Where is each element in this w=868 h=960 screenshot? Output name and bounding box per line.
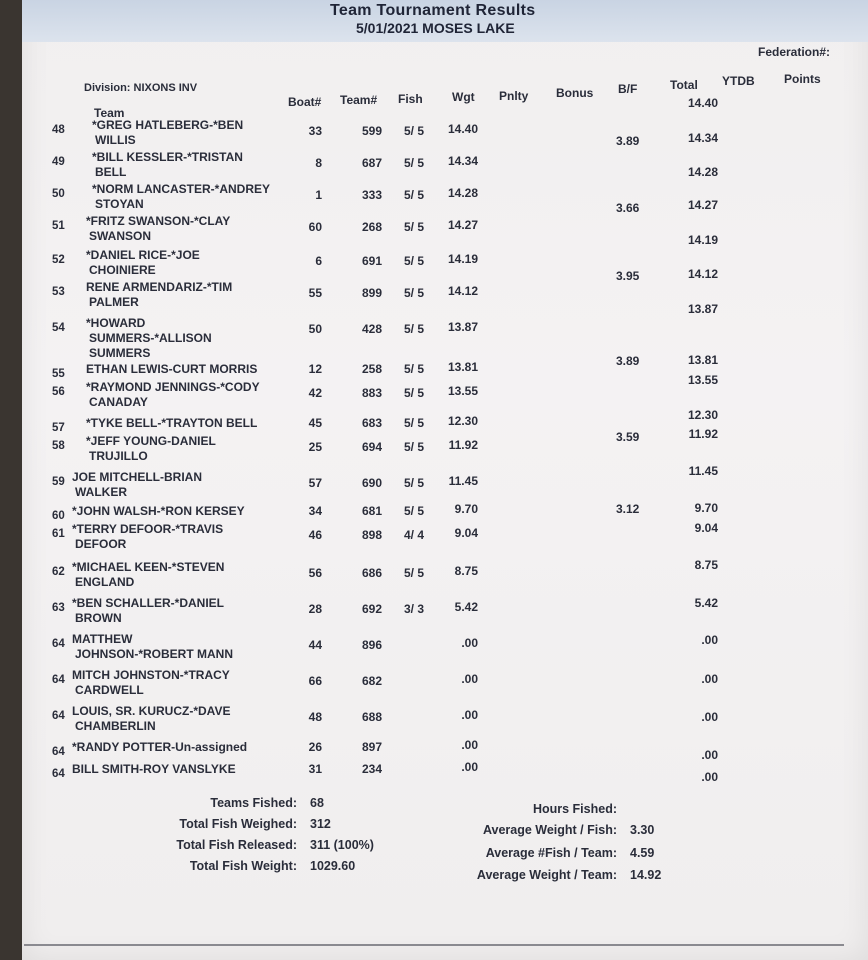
row-big-fish: 3.66: [616, 201, 640, 215]
row-boat: 26: [308, 740, 322, 754]
summary-label-avg-weight-team: Average Weight / Team:: [476, 868, 617, 882]
col-header-team: Team: [94, 106, 125, 120]
row-weight: 14.12: [447, 284, 478, 298]
row-total: 11.92: [688, 427, 718, 441]
summary-label-avg-fish-team: Average #Fish / Team:: [485, 846, 617, 860]
row-total: .00: [701, 633, 718, 647]
row-teamno: 683: [361, 416, 382, 430]
team-name-line: SWANSON: [89, 229, 152, 243]
summary-value-avg-fish-team: 4.59: [630, 846, 655, 860]
team-name-line: ETHAN LEWIS-CURT MORRIS: [86, 362, 258, 376]
col-header-ytdb: YTDB: [722, 74, 755, 88]
row-team-name: [86, 214, 230, 244]
row-place: 64: [52, 746, 65, 758]
col-header-pnlty: Pnlty: [499, 89, 529, 103]
row-teamno: 688: [361, 710, 382, 724]
row-teamno: 694: [361, 440, 382, 454]
row-fish: 5/ 5: [403, 362, 424, 376]
row-teamno: 234: [361, 762, 382, 776]
row-teamno: 268: [361, 220, 382, 234]
row-fish: 5/ 5: [403, 156, 424, 170]
row-teamno: 258: [361, 362, 382, 376]
summary-label-teams-fished: Teams Fished:: [210, 796, 297, 810]
row-team-name: [72, 668, 230, 698]
row-weight: 12.30: [447, 414, 478, 428]
col-header-teamno: Team#: [340, 93, 378, 107]
col-header-wgt: Wgt: [452, 90, 475, 104]
team-name-line: *GREG HATLEBERG-*BEN: [92, 118, 244, 132]
row-place: 60: [52, 510, 65, 522]
team-name-line: *BEN SCHALLER-*DANIEL: [72, 596, 225, 610]
row-place: 55: [52, 368, 65, 380]
row-weight: 9.70: [454, 502, 478, 516]
row-teamno: 333: [361, 188, 382, 202]
team-name-line: DEFOOR: [75, 537, 127, 551]
team-name-line: *TYKE BELL-*TRAYTON BELL: [86, 416, 258, 430]
row-total: 5.42: [694, 596, 718, 610]
row-team-name: [72, 470, 202, 500]
row-teamno: 899: [361, 286, 382, 300]
row-team-name: [86, 380, 260, 410]
col-header-fish: Fish: [398, 92, 423, 106]
results-sheet: [22, 0, 868, 960]
row-boat: 56: [308, 566, 322, 580]
col-header-bf: B/F: [618, 82, 638, 96]
team-name-line: ENGLAND: [75, 575, 135, 589]
row-total: .00: [701, 672, 718, 686]
row-team-name: [72, 740, 247, 755]
row-total: 13.55: [687, 373, 718, 387]
row-boat: 55: [308, 286, 322, 300]
summary-label-hours-fished: Hours Fished:: [532, 802, 617, 816]
row-weight: .00: [461, 760, 478, 774]
row-total: 14.12: [687, 267, 718, 281]
row-place: 59: [52, 476, 65, 488]
team-name-line: *NORM LANCASTER-*ANDREY: [92, 182, 271, 196]
team-name-line: LOUIS, SR. KURUCZ-*DAVE: [72, 704, 231, 718]
row-weight: .00: [461, 672, 478, 686]
summary-label-fish-weighed: Total Fish Weighed:: [179, 817, 297, 831]
col-header-total: Total: [670, 78, 698, 92]
team-name-line: *JOHN WALSH-*RON KERSEY: [72, 504, 245, 518]
summary-value-teams-fished: 68: [310, 796, 324, 810]
page-title: Team Tournament Results: [330, 2, 536, 19]
team-name-line: *MICHAEL KEEN-*STEVEN: [72, 560, 225, 574]
row-big-fish: 3.12: [616, 502, 640, 516]
row-total: 12.30: [687, 408, 718, 422]
team-name-line: *FRITZ SWANSON-*CLAY: [86, 214, 231, 228]
row-place: 49: [52, 156, 65, 168]
team-name-line: WILLIS: [95, 133, 136, 147]
row-boat: 12: [308, 362, 322, 376]
row-boat: 25: [308, 440, 322, 454]
row-boat: 57: [308, 476, 322, 490]
row-team-name: [72, 632, 233, 662]
row-boat: 66: [308, 674, 322, 688]
row-weight: 9.04: [454, 526, 478, 540]
row-teamno: 883: [361, 386, 382, 400]
team-name-line: JOHNSON-*ROBERT MANN: [75, 647, 234, 661]
team-name-line: CHAMBERLIN: [75, 719, 156, 733]
row-fish: 3/ 3: [403, 602, 424, 616]
row-boat: 1: [315, 188, 322, 202]
team-name-line: *TERRY DEFOOR-*TRAVIS: [72, 522, 224, 536]
row-fish: 5/ 5: [403, 566, 424, 580]
row-fish: 5/ 5: [403, 386, 424, 400]
row-team-name: [92, 182, 270, 212]
division-label: Division: NIXONS INV: [84, 82, 198, 94]
row-fish: 5/ 5: [403, 416, 424, 430]
summary-value-avg-weight-team: 14.92: [630, 868, 662, 882]
summary-value-fish-weighed: 312: [310, 817, 331, 831]
row-teamno: 681: [361, 504, 382, 518]
row-boat: 45: [308, 416, 322, 430]
row-teamno: 682: [361, 674, 382, 688]
row-total: 13.81: [687, 353, 718, 367]
row-teamno: 691: [361, 254, 382, 268]
page-subtitle: 5/01/2021 MOSES LAKE: [356, 20, 515, 36]
summary-value-avg-weight-fish: 3.30: [630, 823, 655, 837]
team-name-line: WALKER: [75, 485, 127, 499]
row-place: 51: [52, 220, 65, 232]
summary-label-fish-released: Total Fish Released:: [176, 838, 297, 852]
row-team-name: [72, 504, 245, 519]
row-teamno: 687: [361, 156, 382, 170]
row-fish: 5/ 5: [403, 504, 424, 518]
row-weight: 8.75: [454, 564, 478, 578]
row-total: 14.40: [687, 96, 718, 110]
row-teamno: 692: [361, 602, 382, 616]
row-teamno: 599: [361, 124, 382, 138]
team-name-line: SUMMERS: [89, 346, 151, 360]
team-name-line: *RANDY POTTER-Un-assigned: [72, 740, 248, 754]
row-boat: 50: [308, 322, 322, 336]
team-name-line: JOE MITCHELL-BRIAN: [72, 470, 202, 484]
row-big-fish: 3.89: [616, 134, 640, 148]
row-fish: 5/ 5: [403, 440, 424, 454]
team-name-line: MATTHEW: [72, 632, 133, 646]
row-teamno: 690: [361, 476, 382, 490]
row-team-name: [72, 560, 224, 590]
team-name-line: BROWN: [75, 611, 122, 625]
team-name-line: *HOWARD: [86, 316, 146, 330]
row-fish: 5/ 5: [403, 476, 424, 490]
row-fish: 5/ 5: [403, 220, 424, 234]
row-teamno: 686: [361, 566, 382, 580]
row-total: 11.45: [688, 464, 718, 478]
row-weight: 14.27: [447, 218, 478, 232]
row-teamno: 896: [361, 638, 382, 652]
row-team-name: [72, 704, 230, 734]
row-weight: .00: [461, 636, 478, 650]
row-place: 54: [52, 322, 65, 334]
col-header-points: Points: [784, 72, 821, 86]
row-teamno: 897: [361, 740, 382, 754]
row-place: 61: [52, 528, 65, 540]
row-place: 53: [52, 286, 65, 298]
row-weight: 14.40: [447, 122, 478, 136]
row-place: 52: [52, 254, 65, 266]
row-team-name: [86, 434, 216, 464]
row-big-fish: 3.95: [616, 269, 640, 283]
team-name-line: RENE ARMENDARIZ-*TIM: [86, 280, 233, 294]
row-place: 64: [52, 638, 65, 650]
row-weight: 14.19: [447, 252, 478, 266]
team-name-line: CHOINIERE: [89, 263, 156, 277]
row-team-name: [92, 118, 243, 148]
team-name-line: STOYAN: [95, 197, 144, 211]
row-total: 13.87: [687, 302, 718, 316]
summary-value-fish-released: 311 (100%): [310, 838, 374, 852]
row-weight: 13.87: [447, 320, 478, 334]
row-total: 8.75: [694, 558, 718, 572]
row-place: 62: [52, 566, 65, 578]
row-total: .00: [701, 770, 718, 784]
team-name-line: TRUJILLO: [89, 449, 148, 463]
team-name-line: BELL: [95, 165, 127, 179]
row-total: .00: [701, 748, 718, 762]
row-total: 9.04: [694, 521, 718, 535]
row-boat: 28: [308, 602, 322, 616]
federation-label: Federation#:: [758, 45, 831, 59]
row-boat: 31: [308, 762, 322, 776]
row-big-fish: 3.59: [616, 430, 640, 444]
team-name-line: SUMMERS-*ALLISON: [89, 331, 212, 345]
row-fish: 5/ 5: [403, 322, 424, 336]
row-total: 14.19: [687, 233, 718, 247]
team-name-line: *RAYMOND JENNINGS-*CODY: [86, 380, 260, 394]
row-total: .00: [701, 710, 718, 724]
footer-divider: [24, 944, 844, 946]
team-name-line: CANADAY: [89, 395, 148, 409]
row-place: 64: [52, 674, 65, 686]
team-name-line: PALMER: [89, 295, 139, 309]
row-fish: 5/ 5: [403, 124, 424, 138]
row-teamno: 898: [361, 528, 382, 542]
summary-value-fish-weight: 1029.60: [310, 859, 356, 873]
row-place: 57: [52, 422, 65, 434]
row-total: 14.34: [687, 131, 718, 145]
row-team-name: [86, 416, 257, 431]
row-place: 50: [52, 188, 65, 200]
row-team-name: [72, 596, 224, 626]
row-fish: 5/ 5: [403, 286, 424, 300]
row-team-name: [72, 762, 236, 777]
row-place: 64: [52, 710, 65, 722]
row-boat: 44: [308, 638, 322, 652]
row-fish: 5/ 5: [403, 254, 424, 268]
row-fish: 4/ 4: [403, 528, 424, 542]
row-place: 64: [52, 768, 65, 780]
row-team-name: [92, 150, 243, 180]
row-weight: 5.42: [454, 600, 478, 614]
team-name-line: *BILL KESSLER-*TRISTAN: [92, 150, 243, 164]
row-team-name: [86, 362, 257, 377]
row-boat: 42: [308, 386, 322, 400]
col-header-bonus: Bonus: [556, 86, 594, 100]
row-weight: 13.55: [447, 384, 478, 398]
row-boat: 8: [315, 156, 322, 170]
row-team-name: [72, 522, 223, 552]
row-total: 14.28: [687, 165, 718, 179]
row-weight: 11.45: [448, 474, 478, 488]
row-boat: 48: [308, 710, 322, 724]
row-weight: 13.81: [447, 360, 478, 374]
row-weight: .00: [461, 708, 478, 722]
summary-label-fish-weight: Total Fish Weight:: [189, 859, 297, 873]
row-boat: 6: [315, 254, 322, 268]
team-name-line: *JEFF YOUNG-DANIEL: [86, 434, 216, 448]
row-place: 48: [52, 124, 65, 136]
row-place: 56: [52, 386, 65, 398]
row-weight: 14.34: [447, 154, 478, 168]
summary-label-avg-weight-fish: Average Weight / Fish:: [482, 823, 617, 837]
row-boat: 60: [308, 220, 322, 234]
row-boat: 33: [308, 124, 322, 138]
row-boat: 34: [308, 504, 322, 518]
row-big-fish: 3.89: [616, 354, 640, 368]
row-place: 58: [52, 440, 65, 452]
row-total: 14.27: [687, 198, 718, 212]
row-fish: 5/ 5: [403, 188, 424, 202]
row-weight: .00: [461, 738, 478, 752]
row-team-name: [86, 248, 200, 278]
team-name-line: CARDWELL: [75, 683, 144, 697]
team-name-line: MITCH JOHNSTON-*TRACY: [72, 668, 230, 682]
col-header-boat: Boat#: [288, 95, 322, 109]
row-team-name: [86, 316, 212, 361]
team-name-line: BILL SMITH-ROY VANSLYKE: [72, 762, 236, 776]
row-boat: 46: [308, 528, 322, 542]
row-total: 9.70: [694, 501, 718, 515]
row-teamno: 428: [361, 322, 382, 336]
row-place: 63: [52, 602, 65, 614]
team-name-line: *DANIEL RICE-*JOE: [86, 248, 200, 262]
row-weight: 14.28: [447, 186, 478, 200]
row-weight: 11.92: [448, 438, 478, 452]
row-team-name: [86, 280, 232, 310]
